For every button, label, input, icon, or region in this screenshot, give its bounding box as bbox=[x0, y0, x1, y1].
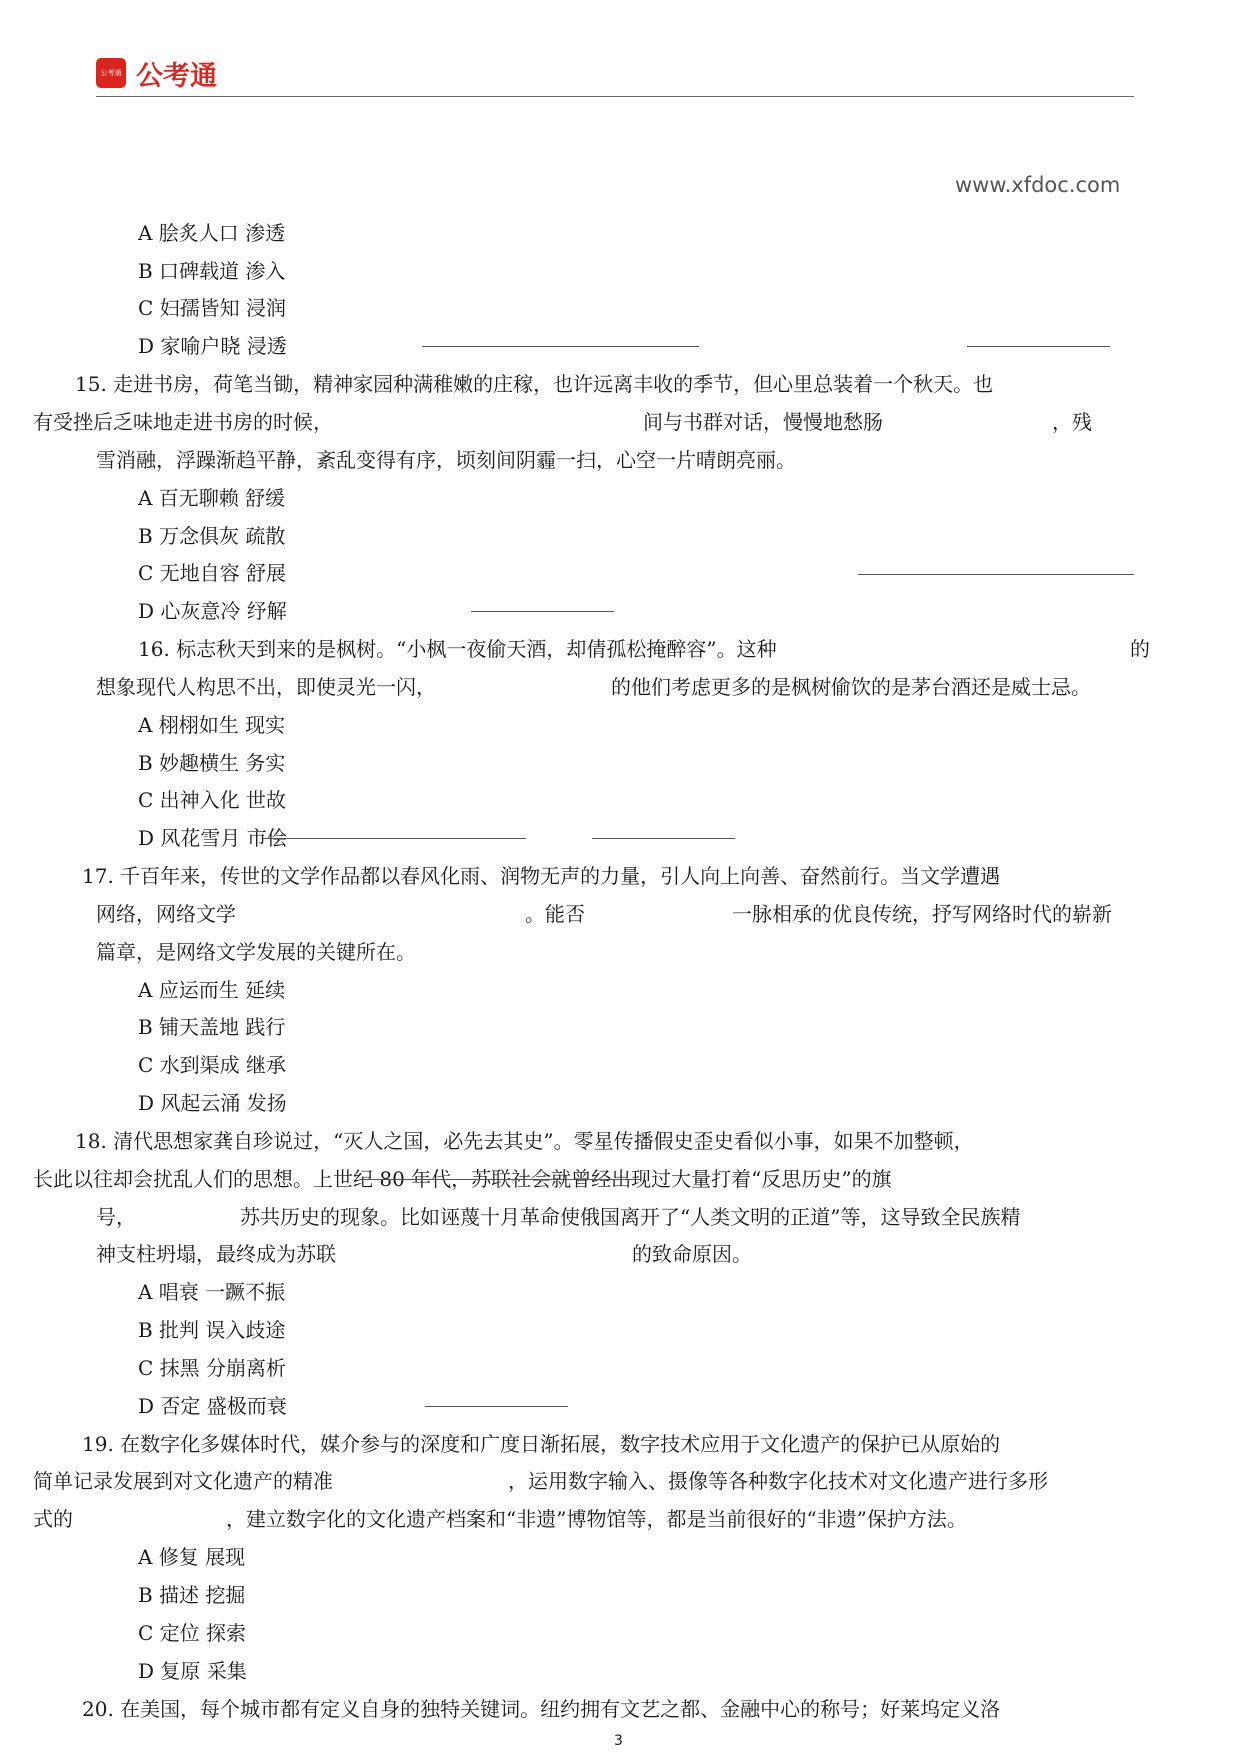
answer-blank bbox=[858, 574, 1134, 575]
answer-blank bbox=[471, 611, 614, 612]
answer-blank bbox=[592, 838, 735, 839]
text-line: 网络，网络文学 bbox=[96, 902, 236, 926]
text-line: 式的 bbox=[33, 1507, 73, 1531]
text-line: 18. 清代思想家龚自珍说过，“灭人之国，必先去其史”。零星传播假史歪史看似小事，如果不加整顿， bbox=[75, 1129, 974, 1153]
text-line: A 修复 展现 bbox=[138, 1545, 246, 1569]
text-line: 苏共历史的现象。比如诬蔑十月革命使俄国离开了“人类文明的正道”等，这导致全民族精 bbox=[240, 1205, 1021, 1229]
text-line: A 应运而生 延续 bbox=[138, 978, 286, 1002]
text-line: C 无地自容 舒展 bbox=[138, 561, 287, 585]
text-line: B 妙趣横生 务实 bbox=[138, 751, 286, 775]
text-line: D 心灰意冷 纾解 bbox=[138, 599, 287, 623]
text-line: D 风起云涌 发扬 bbox=[138, 1091, 287, 1115]
text-line: 一脉相承的优良传统，抒写网络时代的崭新 bbox=[732, 902, 1112, 926]
text-line: ，残 bbox=[1052, 410, 1092, 434]
text-line: C 水到渠成 继承 bbox=[138, 1053, 287, 1077]
text-line: ，建立数字化的文化遗产档案和“非遗”博物馆等，都是当前很好的“非遗”保护方法。 bbox=[226, 1507, 967, 1531]
text-line: 号， bbox=[96, 1205, 136, 1229]
header-divider bbox=[96, 96, 1134, 97]
logo-text: 公考通 bbox=[136, 61, 217, 92]
text-line: C 定位 探索 bbox=[138, 1621, 247, 1645]
text-line: C 妇孺皆知 浸润 bbox=[138, 296, 287, 320]
text-line: 的他们考虑更多的是枫树偷饮的是茅台酒还是威士忌。 bbox=[611, 675, 1091, 699]
text-line: D 家喻户晓 浸透 bbox=[138, 334, 287, 358]
text-line: 雪消融，浮躁渐趋平静，紊乱变得有序，顷刻间阴霾一扫，心空一片晴朗亮丽。 bbox=[96, 448, 796, 472]
answer-blank bbox=[360, 1179, 641, 1180]
text-line: 有受挫后乏味地走进书房的时候， bbox=[33, 410, 333, 434]
answer-blank bbox=[967, 346, 1110, 347]
text-line: 神支柱坍塌，最终成为苏联 bbox=[96, 1242, 336, 1266]
text-line: 20. 在美国，每个城市都有定义自身的独特关键词。纽约拥有文艺之都、金融中心的称号；好莱坞定义洛 bbox=[82, 1697, 1001, 1721]
answer-blank bbox=[422, 346, 699, 347]
answer-blank bbox=[425, 1406, 568, 1407]
text-line: 19. 在数字化多媒体时代，媒介参与的深度和广度日渐拓展，数字技术应用于文化遗产的保护已从原始的 bbox=[82, 1432, 1001, 1456]
text-line: B 万念俱灰 疏散 bbox=[138, 524, 286, 548]
text-line: 简单记录发展到对文化遗产的精准 bbox=[33, 1469, 333, 1493]
text-line: C 抹黑 分崩离析 bbox=[138, 1356, 287, 1380]
text-line: 的致命原因。 bbox=[632, 1242, 752, 1266]
text-line: 篇章，是网络文学发展的关键所在。 bbox=[96, 940, 416, 964]
logo-badge: 公考通 bbox=[96, 58, 126, 88]
text-line: A 脍炙人口 渗透 bbox=[138, 221, 286, 245]
text-line: 15. 走进书房，荷笔当锄，精神家园种满稚嫩的庄稼，也许远离丰收的季节，但心里总装着一个秋天。也 bbox=[75, 372, 994, 396]
text-line: D 复原 采集 bbox=[138, 1659, 247, 1683]
text-line: B 铺天盖地 践行 bbox=[138, 1015, 286, 1039]
text-line: B 口碑载道 渗入 bbox=[138, 259, 286, 283]
text-line: C 出神入化 世故 bbox=[138, 788, 287, 812]
text-line: A 百无聊赖 舒缓 bbox=[138, 486, 286, 510]
text-line: 想象现代人构思不出，即使灵光一闪， bbox=[96, 675, 436, 699]
text-line: B 描述 挖掘 bbox=[138, 1583, 246, 1607]
text-line: 。能否 bbox=[525, 902, 585, 926]
answer-blank bbox=[263, 838, 526, 839]
text-line: 间与书群对话，慢慢地愁肠 bbox=[643, 410, 883, 434]
text-line: 长此以往却会扰乱人们的思想。上世纪 80 年代，苏联社会就曾经出现过大量打着“反思历史”的旗 bbox=[33, 1167, 892, 1191]
text-line: D 风花雪月 市侩 bbox=[138, 826, 287, 850]
text-line: A 栩栩如生 现实 bbox=[138, 713, 286, 737]
text-line: 16. 标志秋天到来的是枫树。“小枫一夜偷天酒，却倩孤松掩醉容”。这种 bbox=[138, 637, 777, 661]
text-line: A 唱衰 一蹶不振 bbox=[138, 1280, 286, 1304]
site-url: www.xfdoc.com bbox=[955, 173, 1121, 197]
text-line: D 否定 盛极而衰 bbox=[138, 1394, 287, 1418]
page-number: 3 bbox=[614, 1733, 623, 1749]
text-line: ，运用数字输入、摄像等各种数字化技术对文化遗产进行多形 bbox=[508, 1469, 1048, 1493]
text-line: B 批判 误入歧途 bbox=[138, 1318, 286, 1342]
text-line: 的 bbox=[1130, 637, 1150, 661]
text-line: 17. 千百年来，传世的文学作品都以春风化雨、润物无声的力量，引人向上向善、奋然前行。当文学遭遇 bbox=[82, 864, 1001, 888]
